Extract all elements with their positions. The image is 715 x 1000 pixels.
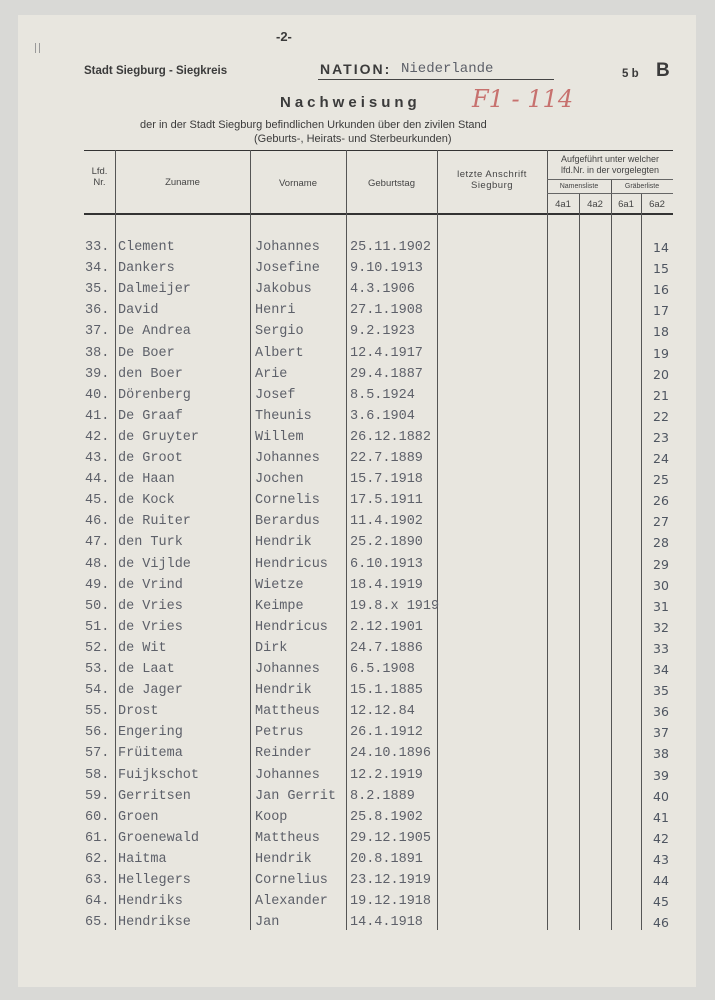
row-surname: de Haan <box>118 472 175 488</box>
row-firstname: Sergio <box>255 324 304 340</box>
row-nr: 50. <box>85 598 110 614</box>
row-nr: 58. <box>85 767 110 783</box>
row-surname: Dankers <box>118 261 175 277</box>
header-top-line <box>84 150 673 151</box>
row-nr: 56. <box>85 725 110 741</box>
row-birthdate: 29.4.1887 <box>350 366 423 382</box>
row-firstname: Mattheus <box>255 704 320 720</box>
row-nr: 65. <box>85 915 110 931</box>
row-firstname: Henri <box>255 303 296 319</box>
row-nr: 40. <box>85 387 110 403</box>
col-line <box>611 179 612 930</box>
col-header-4a1: 4a1 <box>555 199 571 210</box>
row-surname: de Ruiter <box>118 514 191 530</box>
row-firstname: Jochen <box>255 472 304 488</box>
row-nr: 33. <box>85 240 110 255</box>
row-firstname: Johannes <box>255 767 320 783</box>
col-header-listed: Aufgeführt unter welcher lfd.Nr. in der vorgelegten <box>560 154 660 175</box>
row-nr: 64. <box>85 894 110 910</box>
row-birthdate: 27.1.1908 <box>350 303 423 319</box>
row-grave-nr: 28 <box>653 535 669 551</box>
row-birthdate: 22.7.1889 <box>350 451 423 466</box>
row-birthdate: 8.2.1889 <box>350 788 415 804</box>
row-nr: 38. <box>85 345 110 361</box>
row-surname: David <box>118 303 159 319</box>
document-title: Nachweisung <box>280 94 421 111</box>
row-grave-nr: 31 <box>653 598 669 614</box>
row-birthdate: 15.7.1918 <box>350 472 423 488</box>
col-line <box>641 193 642 930</box>
col-header-nr: Lfd. Nr. <box>91 166 108 188</box>
row-birthdate: 24.7.1886 <box>350 640 423 656</box>
row-firstname: Willem <box>255 429 304 445</box>
row-nr: 53. <box>85 662 110 677</box>
row-firstname: Keimpe <box>255 598 304 614</box>
row-surname: Groen <box>118 809 159 825</box>
row-nr: 41. <box>85 408 110 424</box>
row-grave-nr: 30 <box>653 577 669 593</box>
row-firstname: Hendricus <box>255 619 328 635</box>
row-birthdate: 12.12.84 <box>350 704 415 720</box>
row-birthdate: 6.10.1913 <box>350 556 423 572</box>
nation-value: Niederlande <box>401 61 494 77</box>
row-grave-nr: 14 <box>653 240 669 255</box>
row-nr: 37. <box>85 324 110 340</box>
row-birthdate: 15.1.1885 <box>350 683 423 699</box>
row-grave-nr: 23 <box>653 429 669 445</box>
row-birthdate: 23.12.1919 <box>350 873 432 888</box>
row-firstname: Jakobus <box>255 282 312 298</box>
row-birthdate: 17.5.1911 <box>350 493 423 509</box>
row-grave-nr: 20 <box>653 366 669 382</box>
row-birthdate: 9.10.1913 <box>350 261 423 277</box>
row-firstname: Petrus <box>255 725 304 741</box>
row-nr: 61. <box>85 830 110 846</box>
col-header-address: letzte Anschrift Siegburg <box>457 169 527 191</box>
col-header-gravelist: Gräberliste <box>624 183 660 190</box>
row-nr: 47. <box>85 535 110 551</box>
row-nr: 55. <box>85 704 110 720</box>
col-header-4a2: 4a2 <box>587 199 603 210</box>
col-line <box>579 193 580 930</box>
town-name: Stadt Siegburg - Siegkreis <box>84 65 228 77</box>
row-birthdate: 29.12.1905 <box>350 830 432 846</box>
row-surname: de Groot <box>118 451 183 466</box>
row-grave-nr: 21 <box>653 387 669 403</box>
row-firstname: Jan Gerrit <box>255 788 337 804</box>
row-grave-nr: 32 <box>653 619 669 635</box>
row-firstname: Cornelius <box>255 873 328 888</box>
row-surname: Dalmeijer <box>118 282 191 298</box>
row-birthdate: 20.8.1891 <box>350 851 423 867</box>
document-subtitle-2: (Geburts-, Heirats- und Sterbeurkunden) <box>254 133 452 145</box>
row-grave-nr: 22 <box>653 408 669 424</box>
row-firstname: Jan <box>255 915 280 931</box>
row-grave-nr: 41 <box>653 809 669 825</box>
row-nr: 45. <box>85 493 110 509</box>
col-header-surname: Zuname <box>165 177 200 188</box>
row-firstname: Josef <box>255 387 296 403</box>
header-bottom-line <box>84 213 673 215</box>
row-birthdate: 24.10.1896 <box>350 746 432 762</box>
sub-header-line <box>547 179 673 180</box>
sheet-letter: B <box>656 60 670 81</box>
row-grave-nr: 25 <box>653 472 669 488</box>
row-firstname: Theunis <box>255 408 312 424</box>
col-header-6a2: 6a2 <box>649 199 665 210</box>
row-birthdate: 12.4.1917 <box>350 345 423 361</box>
row-birthdate: 4.3.1906 <box>350 282 415 298</box>
row-surname: Hendriks <box>118 894 183 910</box>
row-surname: de Laat <box>118 662 175 677</box>
row-surname: de Vries <box>118 598 183 614</box>
row-surname: Groenewald <box>118 830 200 846</box>
row-nr: 51. <box>85 619 110 635</box>
row-grave-nr: 39 <box>653 767 669 783</box>
row-birthdate: 3.6.1904 <box>350 408 415 424</box>
col-line <box>250 150 251 930</box>
row-surname: Gerritsen <box>118 788 191 804</box>
row-nr: 60. <box>85 809 110 825</box>
row-surname: Hendrikse <box>118 915 191 931</box>
records-table <box>18 15 696 987</box>
row-birthdate: 12.2.1919 <box>350 767 423 783</box>
row-grave-nr: 46 <box>653 915 669 931</box>
row-birthdate: 25.11.1902 <box>350 240 432 255</box>
row-surname: Clement <box>118 240 175 255</box>
row-birthdate: 2.12.1901 <box>350 619 423 635</box>
row-nr: 62. <box>85 851 110 867</box>
row-nr: 39. <box>85 366 110 382</box>
row-nr: 42. <box>85 429 110 445</box>
row-firstname: Berardus <box>255 514 320 530</box>
row-surname: de Vijlde <box>118 556 191 572</box>
row-nr: 43. <box>85 451 110 466</box>
row-grave-nr: 43 <box>653 851 669 867</box>
col-line <box>346 150 347 930</box>
document-subtitle: der in der Stadt Siegburg befindlichen Urkunden über den zivilen Stand <box>140 119 487 131</box>
row-grave-nr: 33 <box>653 640 669 656</box>
row-birthdate: 19.8.x 1919 <box>350 598 440 614</box>
row-nr: 63. <box>85 873 110 888</box>
col-line <box>437 150 438 930</box>
col-header-namelist: Namensliste <box>559 183 599 190</box>
row-nr: 36. <box>85 303 110 319</box>
row-nr: 48. <box>85 556 110 572</box>
row-grave-nr: 18 <box>653 324 669 340</box>
row-firstname: Cornelis <box>255 493 320 509</box>
row-nr: 52. <box>85 640 110 656</box>
row-firstname: Hendrik <box>255 851 312 867</box>
row-firstname: Arie <box>255 366 288 382</box>
margin-mark-icon <box>35 43 40 53</box>
row-surname: de Vries <box>118 619 183 635</box>
col-line <box>547 150 548 930</box>
row-birthdate: 25.8.1902 <box>350 809 423 825</box>
row-firstname: Johannes <box>255 662 320 677</box>
row-surname: Hellegers <box>118 873 191 888</box>
row-firstname: Koop <box>255 809 288 825</box>
row-grave-nr: 27 <box>653 514 669 530</box>
row-birthdate: 6.5.1908 <box>350 662 415 677</box>
row-surname: Haitma <box>118 851 167 867</box>
page-number: -2- <box>276 29 292 44</box>
col-header-6a1: 6a1 <box>618 199 634 210</box>
row-birthdate: 9.2.1923 <box>350 324 415 340</box>
row-surname: de Vrind <box>118 577 183 593</box>
nation-label: NATION: <box>320 61 392 77</box>
row-nr: 54. <box>85 683 110 699</box>
row-birthdate: 19.12.1918 <box>350 894 432 910</box>
row-grave-nr: 26 <box>653 493 669 509</box>
row-birthdate: 18.4.1919 <box>350 577 423 593</box>
row-firstname: Dirk <box>255 640 288 656</box>
row-nr: 49. <box>85 577 110 593</box>
row-surname: de Kock <box>118 493 175 509</box>
row-grave-nr: 36 <box>653 704 669 720</box>
row-surname: De Andrea <box>118 324 191 340</box>
sub-header-line <box>547 193 673 194</box>
row-grave-nr: 42 <box>653 830 669 846</box>
row-birthdate: 25.2.1890 <box>350 535 423 551</box>
row-surname: De Graaf <box>118 408 183 424</box>
row-grave-nr: 16 <box>653 282 669 298</box>
row-nr: 46. <box>85 514 110 530</box>
row-surname: de Wit <box>118 640 167 656</box>
row-surname: Fuijkschot <box>118 767 200 783</box>
row-surname: De Boer <box>118 345 175 361</box>
row-firstname: Mattheus <box>255 830 320 846</box>
row-nr: 59. <box>85 788 110 804</box>
col-header-birthdate: Geburtstag <box>368 178 415 189</box>
row-firstname: Johannes <box>255 240 320 255</box>
document-page <box>18 15 696 987</box>
row-grave-nr: 29 <box>653 556 669 572</box>
row-birthdate: 26.1.1912 <box>350 725 423 741</box>
row-surname: Früitema <box>118 746 183 762</box>
row-grave-nr: 15 <box>653 261 669 277</box>
row-surname: Drost <box>118 704 159 720</box>
row-firstname: Hendrik <box>255 683 312 699</box>
row-firstname: Hendricus <box>255 556 328 572</box>
row-firstname: Josefine <box>255 261 320 277</box>
row-surname: den Turk <box>118 535 183 551</box>
row-surname: de Gruyter <box>118 429 200 445</box>
row-grave-nr: 37 <box>653 725 669 741</box>
row-grave-nr: 19 <box>653 345 669 361</box>
row-grave-nr: 24 <box>653 451 669 466</box>
row-nr: 35. <box>85 282 110 298</box>
row-nr: 57. <box>85 746 110 762</box>
row-grave-nr: 35 <box>653 683 669 699</box>
sheet-code: 5 b <box>622 68 639 80</box>
row-grave-nr: 17 <box>653 303 669 319</box>
row-grave-nr: 40 <box>653 788 669 804</box>
row-birthdate: 26.12.1882 <box>350 429 432 445</box>
row-nr: 34. <box>85 261 110 277</box>
row-firstname: Wietze <box>255 577 304 593</box>
row-grave-nr: 44 <box>653 873 669 888</box>
handwritten-code: F1 - 114 <box>472 85 574 113</box>
row-firstname: Johannes <box>255 451 320 466</box>
col-line <box>115 150 116 930</box>
row-grave-nr: 45 <box>653 894 669 910</box>
row-firstname: Alexander <box>255 894 328 910</box>
row-firstname: Hendrik <box>255 535 312 551</box>
row-birthdate: 14.4.1918 <box>350 915 423 931</box>
row-birthdate: 11.4.1902 <box>350 514 423 530</box>
row-birthdate: 8.5.1924 <box>350 387 415 403</box>
row-firstname: Reinder <box>255 746 312 762</box>
row-surname: Engering <box>118 725 183 741</box>
row-surname: Dörenberg <box>118 387 191 403</box>
col-header-firstname: Vorname <box>278 178 318 189</box>
row-surname: de Jager <box>118 683 183 699</box>
row-grave-nr: 38 <box>653 746 669 762</box>
row-grave-nr: 34 <box>653 662 669 677</box>
row-nr: 44. <box>85 472 110 488</box>
row-firstname: Albert <box>255 345 304 361</box>
row-surname: den Boer <box>118 366 183 382</box>
